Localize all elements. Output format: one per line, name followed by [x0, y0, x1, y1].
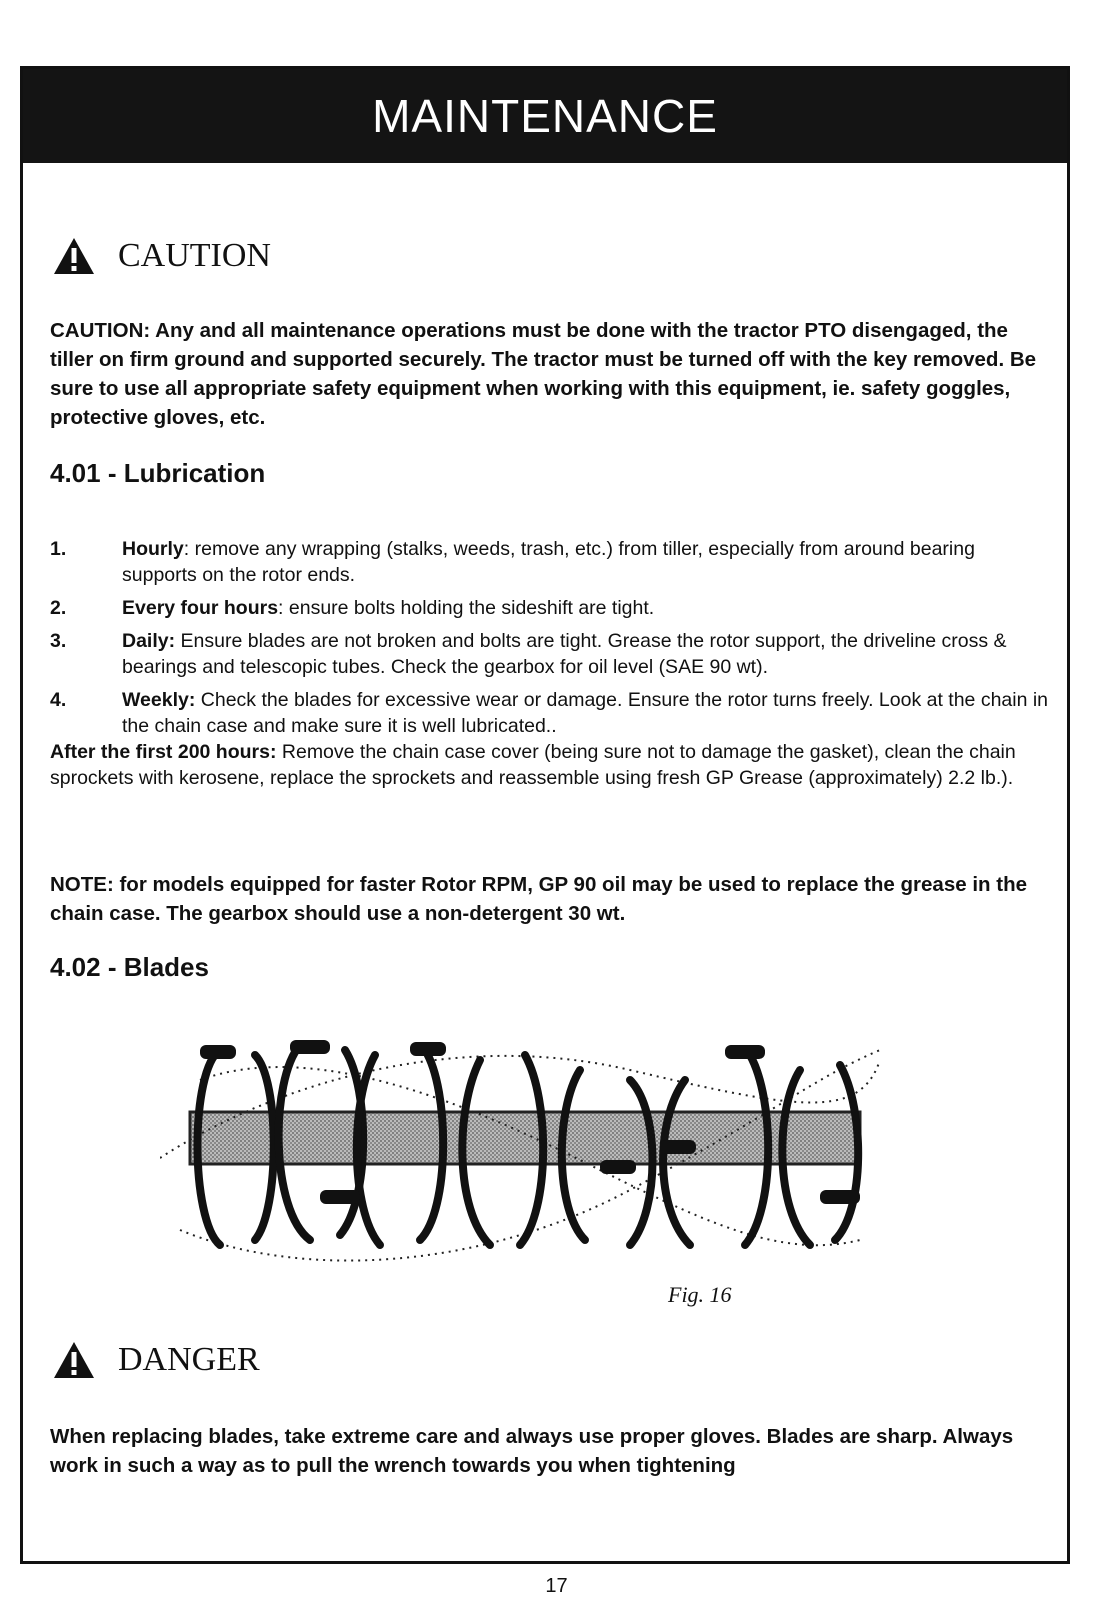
- warning-icon: [52, 236, 96, 276]
- lubrication-list: [50, 536, 1053, 791]
- item-text: [122, 687, 1053, 739]
- item-lead: Weekly:: [122, 689, 196, 711]
- lubrication-heading: 4.01 - Lubrication: [50, 458, 266, 488]
- list-item: [50, 595, 1053, 621]
- page-title: MAINTENANCE: [23, 69, 1067, 163]
- caution-header: [52, 236, 271, 276]
- figure-caption: Fig. 16: [668, 1282, 732, 1307]
- danger-header: [52, 1340, 260, 1380]
- item-text: [122, 536, 1053, 588]
- note-text: NOTE: for models equipped for faster Rotor RPM, GP 90 oil may be used to replace the grease in the chain case. The gearbox should use a non-detergent 30 wt.: [50, 873, 1027, 925]
- item-number: 4.: [50, 689, 67, 711]
- item-number: 2.: [50, 597, 67, 619]
- rotor-shaft: [190, 1112, 860, 1164]
- list-item: [50, 628, 1053, 680]
- caution-lead: CAUTION:: [50, 319, 151, 342]
- caution-body: Any and all maintenance operations must be done with the tractor PTO disengaged, the tiller on firm ground and supported securely. The tractor must be turned off with the key removed. Be sure to use all appropriate safety equipment when working with this equipment, ie. safety goggles, protective gloves, etc.: [50, 319, 1037, 429]
- after-text: Remove the chain case cover (being sure not to damage the gasket), clean the chain sprockets with kerosene, replace the sprockets and reassemble using fresh GP Grease (approximately) 2.2 lb.).: [50, 741, 1016, 789]
- caution-label: CAUTION: [118, 237, 271, 274]
- list-item: [50, 536, 1053, 588]
- item-text: [122, 595, 1053, 621]
- rotor-blades-figure: [160, 1040, 880, 1280]
- blades-heading: 4.02 - Blades: [50, 952, 209, 982]
- item-lead: Hourly: [122, 538, 184, 560]
- item-number: 1.: [50, 538, 67, 560]
- item-text: [122, 628, 1053, 680]
- item-body: Check the blades for excessive wear or damage. Ensure the rotor turns freely. Look at the chain in the chain case and make sure it is well lubricated..: [122, 689, 1049, 737]
- item-lead: Daily:: [122, 630, 176, 652]
- item-number: 3.: [50, 630, 67, 652]
- page-number: 17: [545, 1575, 568, 1597]
- danger-label: DANGER: [118, 1341, 260, 1378]
- item-body: : ensure bolts holding the sideshift are tight.: [278, 597, 655, 619]
- item-body: : remove any wrapping (stalks, weeds, trash, etc.) from tiller, especially from around bearing supports on the rotor ends.: [122, 538, 975, 586]
- danger-text: When replacing blades, take extreme care and always use proper gloves. Blades are sharp. Always work in such a way as to pull the wrench towards you when tightening: [50, 1425, 1014, 1477]
- after-200-hours: [50, 739, 1053, 791]
- warning-icon: [52, 1340, 96, 1380]
- item-body: Ensure blades are not broken and bolts are tight. Grease the rotor support, the driveline cross & bearings and telescopic tubes. Check the gearbox for oil level (SAE 90 wt).: [122, 630, 1007, 678]
- list-item: [50, 687, 1053, 739]
- item-lead: Every four hours: [122, 597, 279, 619]
- after-lead: After the first 200 hours:: [50, 741, 277, 763]
- caution-text: [50, 316, 1053, 432]
